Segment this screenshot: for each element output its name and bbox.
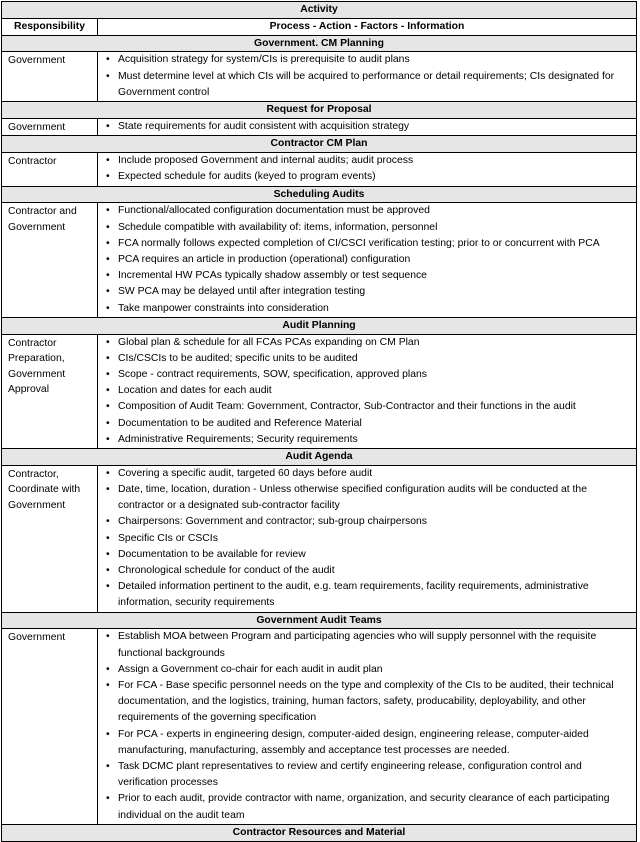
list-item [106,514,632,530]
list-item-text: Prior to each audit, provide contractor with name, organization, and security clearance of each participating individual on the audit team [118,793,610,821]
list-item [106,236,632,252]
process-cell [98,334,637,448]
list-item [106,335,632,351]
bullet-list [106,203,632,316]
list-item [106,301,632,317]
activity-header-row [2,2,637,19]
responsibility-cell: Contractor [2,153,98,186]
section-header-row [2,186,637,203]
bullet-icon: • [106,54,110,66]
list-item [106,416,632,432]
list-item [106,367,632,383]
section-body-row [2,52,637,102]
activity-header: Activity [2,2,637,19]
process-column-header: Process - Action - Factors - Information [98,18,637,35]
section-title: Contractor CM Plan [2,136,637,153]
list-item [106,252,632,268]
list-item [106,52,632,68]
bullet-icon: • [106,532,110,544]
list-item-text: SW PCA may be delayed until after integration testing [118,286,366,298]
section-header-row [2,449,637,466]
list-item-text: Specific CIs or CSCIs [118,532,218,544]
bullet-list [106,335,632,448]
bullet-icon: • [106,336,110,348]
list-item-text: PCA requires an article in production (operational) configuration [118,254,411,265]
list-item [106,482,632,514]
bullet-icon: • [106,237,110,249]
section-title: Scheduling Audits [2,186,637,203]
list-item-text: Date, time, location, duration - Unless otherwise specified configuration audits will be conducted at the contractor or a designated sub-contractor facility [118,484,587,512]
list-item-text: Take manpower constraints into consideration [118,302,329,314]
bullet-icon: • [106,516,110,528]
list-item-text: Expected schedule for audits (keyed to program events) [118,171,376,183]
bullet-list [106,52,632,101]
list-item [106,153,632,169]
bullet-icon: • [106,171,110,183]
list-item-text: Detailed information pertinent to the audit, e.g. team requirements, facility requirements, administrative information, security requirements [118,581,589,609]
process-cell [98,465,637,612]
bullet-icon: • [106,581,110,593]
list-item [106,432,632,448]
list-item-text: Incremental HW PCAs typically shadow assembly or test sequence [118,270,427,282]
list-item-text: Documentation to be available for review [118,548,306,560]
list-item [106,791,632,823]
section-header-row [2,612,637,629]
responsibility-cell: Government [2,118,98,136]
bullet-icon: • [106,417,110,429]
bullet-icon: • [106,205,110,217]
section-header-row [2,35,637,52]
section-body-row [2,465,637,612]
list-item-text: Schedule compatible with availability of: items, information, personnel [118,221,438,233]
list-item [106,383,632,399]
bullet-icon: • [106,548,110,560]
bullet-icon: • [106,663,110,675]
bullet-list [106,466,632,612]
bullet-icon: • [106,467,110,479]
list-item-text: FCA normally follows expected completion of CI/CSCI verification testing; prior to or concurrent with PCA [118,237,600,249]
audit-activity-table [1,1,637,842]
section-body-row [2,334,637,448]
list-item-text: Administrative Requirements; Security requirements [118,433,358,445]
responsibility-cell: Government [2,52,98,102]
section-title: Audit Agenda [2,449,637,466]
bullet-icon: • [106,433,110,445]
process-cell [98,203,637,317]
section-header-row [2,136,637,153]
list-item-text: Documentation to be audited and Reference Material [118,417,362,429]
section-title: Audit Planning [2,317,637,334]
list-item [106,547,632,563]
list-item-text: Assign a Government co-chair for each audit in audit plan [118,663,383,675]
section-title: Government. CM Planning [2,35,637,52]
process-cell [98,153,637,186]
bullet-icon: • [106,352,110,364]
bullet-icon: • [106,680,110,692]
section-body-row [2,153,637,186]
list-item [106,220,632,236]
bullet-icon: • [106,254,110,265]
bullet-icon: • [106,565,110,577]
section-title: Government Audit Teams [2,612,637,629]
section-body-row [2,118,637,136]
bullet-icon: • [106,793,110,805]
responsibility-cell: Contractor, Coordinate with Government [2,465,98,612]
list-item [106,69,632,101]
section-header-row [2,317,637,334]
process-cell [98,118,637,136]
list-item [106,563,632,579]
section-header-row [2,824,637,841]
list-item-text: State requirements for audit consistent with acquisition strategy [118,120,410,132]
responsibility-cell: Contractor Preparation, Government Approval [2,334,98,448]
section-title: Request for Proposal [2,102,637,119]
process-cell [98,52,637,102]
list-item-text: CIs/CSCIs to be audited; specific units to be audited [118,352,358,364]
responsibility-cell: Contractor and Government [2,203,98,317]
list-item-text: Chairpersons: Government and contractor; sub-group chairpersons [118,516,427,528]
bullet-icon: • [106,155,110,167]
list-item-text: Composition of Audit Team: Government, Contractor, Sub-Contractor and their functions in the audit [118,401,576,413]
bullet-icon: • [106,631,110,643]
list-item-text: Include proposed Government and internal audits; audit process [118,155,414,167]
list-item [106,531,632,547]
list-item-text: Covering a specific audit, targeted 60 days before audit [118,467,373,479]
list-item [106,399,632,415]
list-item [106,169,632,185]
list-item [106,284,632,300]
list-item-text: For FCA - Base specific personnel needs on the type and complexity of the CIs to be audited, their technical documentation, and the logistics, training, human factors, safety, producability, deployability, and other requirements of the governing specification [118,680,614,724]
bullet-icon: • [106,120,110,132]
bullet-list [106,119,632,135]
bullet-icon: • [106,302,110,314]
list-item [106,579,632,611]
list-item-text: Functional/allocated configuration documentation must be approved [118,205,430,217]
section-title: Contractor Resources and Material [2,824,637,841]
bullet-icon: • [106,286,110,298]
bullet-icon: • [106,728,110,740]
list-item [106,268,632,284]
list-item [106,678,632,727]
list-item [106,662,632,678]
table-body [2,2,637,842]
section-body-row [2,629,637,824]
bullet-icon: • [106,401,110,413]
responsibility-cell: Government [2,629,98,824]
list-item [106,203,632,219]
list-item [106,727,632,759]
responsibility-column-header: Responsibility [2,18,98,35]
bullet-icon: • [106,761,110,773]
list-item-text: Scope - contract requirements, SOW, specification, approved plans [118,369,427,381]
bullet-icon: • [106,221,110,233]
bullet-icon: • [106,484,110,496]
list-item-text: Chronological schedule for conduct of the audit [118,565,335,577]
bullet-icon: • [106,369,110,381]
bullet-icon: • [106,70,110,82]
section-body-row [2,203,637,317]
list-item-text: Global plan & schedule for all FCAs PCAs expanding on CM Plan [118,336,420,348]
list-item-text: For PCA - experts in engineering design, computer-aided design, engineering release, computer-aided manufacturing, manufacturing, assembly and acceptance test processes are needed. [118,728,589,756]
list-item [106,119,632,135]
process-cell [98,629,637,824]
list-item-text: Location and dates for each audit [118,385,272,397]
bullet-list [106,153,632,185]
bullet-icon: • [106,385,110,397]
list-item-text: Establish MOA between Program and participating agencies who will supply personnel with the requisite functional backgrounds [118,631,597,659]
bullet-list [106,629,632,823]
column-header-row [2,18,637,35]
bullet-icon: • [106,270,110,282]
list-item [106,759,632,791]
list-item-text: Must determine level at which CIs will be acquired to performance or detail requirements; CIs designated for Government control [118,70,615,98]
section-header-row [2,102,637,119]
list-item-text: Acquisition strategy for system/CIs is prerequisite to audit plans [118,54,410,66]
list-item-text: Task DCMC plant representatives to review and certify engineering release, configuration control and verification processes [118,761,582,789]
list-item [106,466,632,482]
list-item [106,351,632,367]
list-item [106,629,632,661]
